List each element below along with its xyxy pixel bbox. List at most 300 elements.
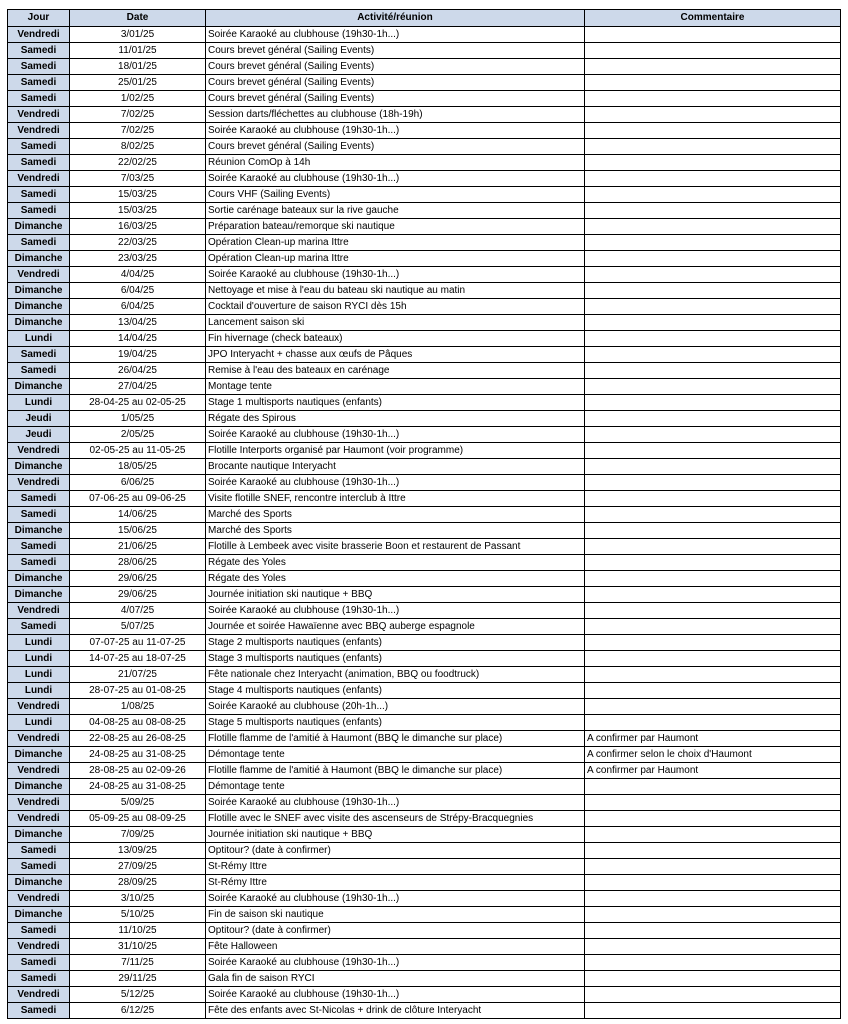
- date-cell[interactable]: 21/07/25: [70, 667, 206, 683]
- comment-cell[interactable]: [585, 155, 841, 171]
- comment-cell[interactable]: [585, 683, 841, 699]
- activity-cell[interactable]: Flotille Interports organisé par Haumont (voir programme): [206, 443, 585, 459]
- table-row: [8, 971, 841, 987]
- comment-cell[interactable]: [585, 235, 841, 251]
- activity-cell[interactable]: Optitour? (date à confirmer): [206, 843, 585, 859]
- date-cell[interactable]: 28/09/25: [70, 875, 206, 891]
- day-cell[interactable]: Dimanche: [8, 907, 70, 923]
- table-row: [8, 907, 841, 923]
- date-cell[interactable]: 1/02/25: [70, 91, 206, 107]
- date-cell[interactable]: 27/09/25: [70, 859, 206, 875]
- day-cell[interactable]: Samedi: [8, 59, 70, 75]
- date-cell[interactable]: 8/02/25: [70, 139, 206, 155]
- table-row: [8, 987, 841, 1003]
- table-row: [8, 395, 841, 411]
- date-cell[interactable]: 6/06/25: [70, 475, 206, 491]
- table-row: [8, 347, 841, 363]
- activity-cell[interactable]: Stage 2 multisports nautiques (enfants): [206, 635, 585, 651]
- day-cell[interactable]: Lundi: [8, 635, 70, 651]
- table-row: [8, 939, 841, 955]
- activity-cell[interactable]: Marché des Sports: [206, 507, 585, 523]
- activity-cell[interactable]: Soirée Karaoké au clubhouse (19h30-1h...): [206, 27, 585, 43]
- table-row: [8, 283, 841, 299]
- table-row: [8, 523, 841, 539]
- day-cell[interactable]: Vendredi: [8, 475, 70, 491]
- date-cell[interactable]: 7/09/25: [70, 827, 206, 843]
- day-cell[interactable]: Lundi: [8, 683, 70, 699]
- table-row: [8, 683, 841, 699]
- activity-cell[interactable]: Journée et soirée Hawaïenne avec BBQ auberge espagnole: [206, 619, 585, 635]
- day-cell[interactable]: Vendredi: [8, 891, 70, 907]
- comment-cell[interactable]: [585, 251, 841, 267]
- activity-cell[interactable]: Soirée Karaoké au clubhouse (19h30-1h...): [206, 603, 585, 619]
- day-cell[interactable]: Vendredi: [8, 811, 70, 827]
- day-cell[interactable]: Vendredi: [8, 763, 70, 779]
- comment-cell[interactable]: [585, 267, 841, 283]
- header-row: [8, 10, 841, 27]
- day-cell[interactable]: Vendredi: [8, 795, 70, 811]
- table-row: [8, 811, 841, 827]
- activity-cell[interactable]: JPO Interyacht + chasse aux œufs de Pâques: [206, 347, 585, 363]
- comment-cell[interactable]: [585, 651, 841, 667]
- table-row: [8, 203, 841, 219]
- activity-cell[interactable]: Soirée Karaoké au clubhouse (19h30-1h...): [206, 267, 585, 283]
- comment-cell[interactable]: [585, 43, 841, 59]
- date-cell[interactable]: 22-08-25 au 26-08-25: [70, 731, 206, 747]
- comment-cell[interactable]: [585, 347, 841, 363]
- day-cell[interactable]: Samedi: [8, 619, 70, 635]
- day-cell[interactable]: Samedi: [8, 923, 70, 939]
- day-cell[interactable]: Vendredi: [8, 171, 70, 187]
- comment-cell[interactable]: A confirmer par Haumont: [585, 731, 841, 747]
- activity-cell[interactable]: Fin de saison ski nautique: [206, 907, 585, 923]
- comment-cell[interactable]: [585, 139, 841, 155]
- table-row: [8, 779, 841, 795]
- activity-cell[interactable]: Brocante nautique Interyacht: [206, 459, 585, 475]
- day-cell[interactable]: Dimanche: [8, 747, 70, 763]
- day-cell[interactable]: Dimanche: [8, 219, 70, 235]
- comment-cell[interactable]: [585, 555, 841, 571]
- activity-cell[interactable]: Journée initiation ski nautique + BBQ: [206, 587, 585, 603]
- comment-cell[interactable]: [585, 219, 841, 235]
- table-row: [8, 27, 841, 43]
- date-cell[interactable]: 4/04/25: [70, 267, 206, 283]
- date-cell[interactable]: 13/09/25: [70, 843, 206, 859]
- day-cell[interactable]: Samedi: [8, 507, 70, 523]
- comment-cell[interactable]: [585, 59, 841, 75]
- activity-cell[interactable]: Soirée Karaoké au clubhouse (19h30-1h...): [206, 891, 585, 907]
- day-cell[interactable]: Vendredi: [8, 603, 70, 619]
- table-row: [8, 619, 841, 635]
- comment-cell[interactable]: [585, 475, 841, 491]
- activity-cell[interactable]: Cours brevet général (Sailing Events): [206, 59, 585, 75]
- table-row: [8, 411, 841, 427]
- table-row: [8, 107, 841, 123]
- day-cell[interactable]: Samedi: [8, 843, 70, 859]
- comment-cell[interactable]: [585, 571, 841, 587]
- activity-cell[interactable]: Montage tente: [206, 379, 585, 395]
- date-cell[interactable]: 14/04/25: [70, 331, 206, 347]
- date-cell[interactable]: 15/03/25: [70, 187, 206, 203]
- comment-cell[interactable]: [585, 459, 841, 475]
- table-row: [8, 443, 841, 459]
- table-row: [8, 955, 841, 971]
- activity-cell[interactable]: Cours brevet général (Sailing Events): [206, 75, 585, 91]
- day-cell[interactable]: Samedi: [8, 203, 70, 219]
- table-row: [8, 139, 841, 155]
- comment-cell[interactable]: [585, 619, 841, 635]
- comment-cell[interactable]: [585, 315, 841, 331]
- date-cell[interactable]: 04-08-25 au 08-08-25: [70, 715, 206, 731]
- table-body: [8, 27, 841, 1019]
- activity-cell[interactable]: Soirée Karaoké au clubhouse (19h30-1h...): [206, 475, 585, 491]
- activity-cell[interactable]: Soirée Karaoké au clubhouse (19h30-1h...): [206, 795, 585, 811]
- day-cell[interactable]: Samedi: [8, 539, 70, 555]
- date-cell[interactable]: 7/03/25: [70, 171, 206, 187]
- day-cell[interactable]: Samedi: [8, 955, 70, 971]
- activity-cell[interactable]: Cours brevet général (Sailing Events): [206, 43, 585, 59]
- table-row: [8, 187, 841, 203]
- date-cell[interactable]: 6/12/25: [70, 1003, 206, 1019]
- comment-cell[interactable]: [585, 187, 841, 203]
- table-row: [8, 43, 841, 59]
- comment-cell[interactable]: [585, 443, 841, 459]
- date-cell[interactable]: 05-09-25 au 08-09-25: [70, 811, 206, 827]
- activity-cell[interactable]: Cours brevet général (Sailing Events): [206, 91, 585, 107]
- comment-cell[interactable]: [585, 699, 841, 715]
- activity-cell[interactable]: Cours VHF (Sailing Events): [206, 187, 585, 203]
- date-cell[interactable]: 7/02/25: [70, 123, 206, 139]
- day-cell[interactable]: Samedi: [8, 155, 70, 171]
- comment-cell[interactable]: [585, 827, 841, 843]
- activity-cell[interactable]: Fête nationale chez Interyacht (animation, BBQ ou foodtruck): [206, 667, 585, 683]
- comment-cell[interactable]: [585, 331, 841, 347]
- table-row: [8, 123, 841, 139]
- date-cell[interactable]: 6/04/25: [70, 299, 206, 315]
- activity-cell[interactable]: Opération Clean-up marina Ittre: [206, 251, 585, 267]
- events-table: [7, 9, 841, 1019]
- activity-cell[interactable]: Stage 5 multisports nautiques (enfants): [206, 715, 585, 731]
- comment-cell[interactable]: A confirmer selon le choix d'Haumont: [585, 747, 841, 763]
- table-row: [8, 299, 841, 315]
- date-cell[interactable]: 07-07-25 au 11-07-25: [70, 635, 206, 651]
- activity-cell[interactable]: Démontage tente: [206, 779, 585, 795]
- activity-cell[interactable]: Flotille à Lembeek avec visite brasserie Boon et restaurent de Passant: [206, 539, 585, 555]
- comment-cell[interactable]: [585, 859, 841, 875]
- table-row: [8, 315, 841, 331]
- table-row: [8, 1003, 841, 1019]
- comment-cell[interactable]: [585, 411, 841, 427]
- day-cell[interactable]: Jeudi: [8, 427, 70, 443]
- table-row: [8, 715, 841, 731]
- table-row: [8, 843, 841, 859]
- comment-cell[interactable]: [585, 635, 841, 651]
- activity-cell[interactable]: Démontage tente: [206, 747, 585, 763]
- activity-cell[interactable]: Fin hivernage (check bateaux): [206, 331, 585, 347]
- activity-cell[interactable]: Soirée Karaoké au clubhouse (19h30-1h...): [206, 171, 585, 187]
- comment-cell[interactable]: [585, 283, 841, 299]
- day-cell[interactable]: Vendredi: [8, 443, 70, 459]
- activity-cell[interactable]: Préparation bateau/remorque ski nautique: [206, 219, 585, 235]
- day-cell[interactable]: Dimanche: [8, 779, 70, 795]
- activity-cell[interactable]: Nettoyage et mise à l'eau du bateau ski nautique au matin: [206, 283, 585, 299]
- date-cell[interactable]: 7/02/25: [70, 107, 206, 123]
- comment-cell[interactable]: [585, 507, 841, 523]
- day-cell[interactable]: Vendredi: [8, 699, 70, 715]
- date-cell[interactable]: 24-08-25 au 31-08-25: [70, 747, 206, 763]
- day-cell[interactable]: Vendredi: [8, 107, 70, 123]
- activity-cell[interactable]: Fête Halloween: [206, 939, 585, 955]
- date-cell[interactable]: 11/10/25: [70, 923, 206, 939]
- comment-cell[interactable]: [585, 123, 841, 139]
- date-cell[interactable]: 28-04-25 au 02-05-25: [70, 395, 206, 411]
- date-cell[interactable]: 13/04/25: [70, 315, 206, 331]
- activity-cell[interactable]: Régate des Yoles: [206, 571, 585, 587]
- day-cell[interactable]: Lundi: [8, 331, 70, 347]
- table-row: [8, 923, 841, 939]
- comment-cell[interactable]: [585, 875, 841, 891]
- date-cell[interactable]: 24-08-25 au 31-08-25: [70, 779, 206, 795]
- table-row: [8, 859, 841, 875]
- day-cell[interactable]: Samedi: [8, 363, 70, 379]
- day-cell[interactable]: Dimanche: [8, 523, 70, 539]
- day-cell[interactable]: Samedi: [8, 75, 70, 91]
- comment-cell[interactable]: [585, 171, 841, 187]
- header-day[interactable]: Jour: [8, 10, 70, 27]
- activity-cell[interactable]: Réunion ComOp à 14h: [206, 155, 585, 171]
- table-row: [8, 891, 841, 907]
- day-cell[interactable]: Samedi: [8, 555, 70, 571]
- date-cell[interactable]: 07-06-25 au 09-06-25: [70, 491, 206, 507]
- activity-cell[interactable]: Sortie carénage bateaux sur la rive gauche: [206, 203, 585, 219]
- comment-cell[interactable]: [585, 491, 841, 507]
- activity-cell[interactable]: Soirée Karaoké au clubhouse (19h30-1h...): [206, 123, 585, 139]
- date-cell[interactable]: 25/01/25: [70, 75, 206, 91]
- day-cell[interactable]: Samedi: [8, 347, 70, 363]
- date-cell[interactable]: 18/01/25: [70, 59, 206, 75]
- table-row: [8, 459, 841, 475]
- date-cell[interactable]: 22/02/25: [70, 155, 206, 171]
- comment-cell[interactable]: A confirmer par Haumont: [585, 763, 841, 779]
- day-cell[interactable]: Lundi: [8, 395, 70, 411]
- date-cell[interactable]: 26/04/25: [70, 363, 206, 379]
- comment-cell[interactable]: [585, 75, 841, 91]
- day-cell[interactable]: Dimanche: [8, 315, 70, 331]
- comment-cell[interactable]: [585, 379, 841, 395]
- date-cell[interactable]: 18/05/25: [70, 459, 206, 475]
- activity-cell[interactable]: Opération Clean-up marina Ittre: [206, 235, 585, 251]
- activity-cell[interactable]: Session darts/fléchettes au clubhouse (18h-19h): [206, 107, 585, 123]
- activity-cell[interactable]: Gala fin de saison RYCI: [206, 971, 585, 987]
- comment-cell[interactable]: [585, 363, 841, 379]
- day-cell[interactable]: Dimanche: [8, 379, 70, 395]
- activity-cell[interactable]: Cours brevet général (Sailing Events): [206, 139, 585, 155]
- activity-cell[interactable]: Visite flotille SNEF, rencontre interclub à Ittre: [206, 491, 585, 507]
- activity-cell[interactable]: St-Rémy Ittre: [206, 859, 585, 875]
- date-cell[interactable]: 16/03/25: [70, 219, 206, 235]
- day-cell[interactable]: Vendredi: [8, 123, 70, 139]
- date-cell[interactable]: 11/01/25: [70, 43, 206, 59]
- day-cell[interactable]: Lundi: [8, 651, 70, 667]
- activity-cell[interactable]: Optitour? (date à confirmer): [206, 923, 585, 939]
- day-cell[interactable]: Dimanche: [8, 251, 70, 267]
- header-activity[interactable]: Activité/réunion: [206, 10, 585, 27]
- activity-cell[interactable]: Cocktail d'ouverture de saison RYCI dès 15h: [206, 299, 585, 315]
- comment-cell[interactable]: [585, 715, 841, 731]
- table-row: [8, 363, 841, 379]
- day-cell[interactable]: Lundi: [8, 667, 70, 683]
- activity-cell[interactable]: Flotille avec le SNEF avec visite des ascenseurs de Strépy-Bracquegnies: [206, 811, 585, 827]
- day-cell[interactable]: Vendredi: [8, 267, 70, 283]
- day-cell[interactable]: Dimanche: [8, 571, 70, 587]
- day-cell[interactable]: Samedi: [8, 491, 70, 507]
- day-cell[interactable]: Dimanche: [8, 299, 70, 315]
- date-cell[interactable]: 1/05/25: [70, 411, 206, 427]
- activity-cell[interactable]: Soirée Karaoké au clubhouse (20h-1h...): [206, 699, 585, 715]
- date-cell[interactable]: 14-07-25 au 18-07-25: [70, 651, 206, 667]
- comment-cell[interactable]: [585, 971, 841, 987]
- day-cell[interactable]: Dimanche: [8, 587, 70, 603]
- comment-cell[interactable]: [585, 299, 841, 315]
- activity-cell[interactable]: Stage 1 multisports nautiques (enfants): [206, 395, 585, 411]
- activity-cell[interactable]: Flotille flamme de l'amitié à Haumont (BBQ le dimanche sur place): [206, 731, 585, 747]
- header-comment[interactable]: Commentaire: [585, 10, 841, 27]
- comment-cell[interactable]: [585, 939, 841, 955]
- comment-cell[interactable]: [585, 395, 841, 411]
- comment-cell[interactable]: [585, 907, 841, 923]
- activity-cell[interactable]: Soirée Karaoké au clubhouse (19h30-1h...): [206, 427, 585, 443]
- activity-cell[interactable]: Journée initiation ski nautique + BBQ: [206, 827, 585, 843]
- table-row: [8, 427, 841, 443]
- date-cell[interactable]: 23/03/25: [70, 251, 206, 267]
- day-cell[interactable]: Vendredi: [8, 987, 70, 1003]
- date-cell[interactable]: 28/06/25: [70, 555, 206, 571]
- date-cell[interactable]: 3/10/25: [70, 891, 206, 907]
- date-cell[interactable]: 27/04/25: [70, 379, 206, 395]
- day-cell[interactable]: Samedi: [8, 91, 70, 107]
- comment-cell[interactable]: [585, 667, 841, 683]
- date-cell[interactable]: 28-07-25 au 01-08-25: [70, 683, 206, 699]
- table-row: [8, 555, 841, 571]
- activity-cell[interactable]: Lancement saison ski: [206, 315, 585, 331]
- table-row: [8, 571, 841, 587]
- date-cell[interactable]: 5/07/25: [70, 619, 206, 635]
- date-cell[interactable]: 4/07/25: [70, 603, 206, 619]
- date-cell[interactable]: 15/03/25: [70, 203, 206, 219]
- date-cell[interactable]: 15/06/25: [70, 523, 206, 539]
- day-cell[interactable]: Samedi: [8, 859, 70, 875]
- date-cell[interactable]: 29/06/25: [70, 571, 206, 587]
- table-row: [8, 75, 841, 91]
- activity-cell[interactable]: Stage 4 multisports nautiques (enfants): [206, 683, 585, 699]
- activity-cell[interactable]: Remise à l'eau des bateaux en carénage: [206, 363, 585, 379]
- day-cell[interactable]: Jeudi: [8, 411, 70, 427]
- comment-cell[interactable]: [585, 1003, 841, 1019]
- comment-cell[interactable]: [585, 987, 841, 1003]
- day-cell[interactable]: Dimanche: [8, 875, 70, 891]
- activity-cell[interactable]: Marché des Sports: [206, 523, 585, 539]
- table-row: [8, 331, 841, 347]
- day-cell[interactable]: Vendredi: [8, 939, 70, 955]
- day-cell[interactable]: Dimanche: [8, 827, 70, 843]
- date-cell[interactable]: 29/11/25: [70, 971, 206, 987]
- activity-cell[interactable]: St-Rémy Ittre: [206, 875, 585, 891]
- comment-cell[interactable]: [585, 779, 841, 795]
- date-cell[interactable]: 3/01/25: [70, 27, 206, 43]
- comment-cell[interactable]: [585, 955, 841, 971]
- date-cell[interactable]: 14/06/25: [70, 507, 206, 523]
- table-row: [8, 763, 841, 779]
- date-cell[interactable]: 19/04/25: [70, 347, 206, 363]
- comment-cell[interactable]: [585, 27, 841, 43]
- day-cell[interactable]: Samedi: [8, 235, 70, 251]
- activity-cell[interactable]: Soirée Karaoké au clubhouse (19h30-1h...): [206, 987, 585, 1003]
- comment-cell[interactable]: [585, 427, 841, 443]
- date-cell[interactable]: 5/09/25: [70, 795, 206, 811]
- date-cell[interactable]: 31/10/25: [70, 939, 206, 955]
- date-cell[interactable]: 1/08/25: [70, 699, 206, 715]
- comment-cell[interactable]: [585, 603, 841, 619]
- day-cell[interactable]: Samedi: [8, 139, 70, 155]
- date-cell[interactable]: 5/12/25: [70, 987, 206, 1003]
- day-cell[interactable]: Samedi: [8, 187, 70, 203]
- activity-cell[interactable]: Soirée Karaoké au clubhouse (19h30-1h...): [206, 955, 585, 971]
- date-cell[interactable]: 02-05-25 au 11-05-25: [70, 443, 206, 459]
- day-cell[interactable]: Samedi: [8, 1003, 70, 1019]
- activity-cell[interactable]: Flotille flamme de l'amitié à Haumont (BBQ le dimanche sur place): [206, 763, 585, 779]
- day-cell[interactable]: Samedi: [8, 971, 70, 987]
- date-cell[interactable]: 7/11/25: [70, 955, 206, 971]
- date-cell[interactable]: 29/06/25: [70, 587, 206, 603]
- date-cell[interactable]: 5/10/25: [70, 907, 206, 923]
- comment-cell[interactable]: [585, 203, 841, 219]
- comment-cell[interactable]: [585, 843, 841, 859]
- table-row: [8, 827, 841, 843]
- table-row: [8, 171, 841, 187]
- table-row: [8, 235, 841, 251]
- activity-cell[interactable]: Stage 3 multisports nautiques (enfants): [206, 651, 585, 667]
- day-cell[interactable]: Samedi: [8, 43, 70, 59]
- date-cell[interactable]: 2/05/25: [70, 427, 206, 443]
- comment-cell[interactable]: [585, 795, 841, 811]
- date-cell[interactable]: 28-08-25 au 02-09-26: [70, 763, 206, 779]
- comment-cell[interactable]: [585, 539, 841, 555]
- activity-cell[interactable]: Régate des Yoles: [206, 555, 585, 571]
- table-row: [8, 91, 841, 107]
- header-date[interactable]: Date: [70, 10, 206, 27]
- comment-cell[interactable]: [585, 923, 841, 939]
- comment-cell[interactable]: [585, 107, 841, 123]
- comment-cell[interactable]: [585, 523, 841, 539]
- comment-cell[interactable]: [585, 811, 841, 827]
- comment-cell[interactable]: [585, 91, 841, 107]
- table-row: [8, 251, 841, 267]
- date-cell[interactable]: 6/04/25: [70, 283, 206, 299]
- activity-cell[interactable]: Fête des enfants avec St-Nicolas + drink de clôture Interyacht: [206, 1003, 585, 1019]
- day-cell[interactable]: Vendredi: [8, 27, 70, 43]
- date-cell[interactable]: 21/06/25: [70, 539, 206, 555]
- day-cell[interactable]: Dimanche: [8, 459, 70, 475]
- table-row: [8, 667, 841, 683]
- day-cell[interactable]: Vendredi: [8, 731, 70, 747]
- comment-cell[interactable]: [585, 587, 841, 603]
- day-cell[interactable]: Dimanche: [8, 283, 70, 299]
- day-cell[interactable]: Lundi: [8, 715, 70, 731]
- table-row: [8, 475, 841, 491]
- date-cell[interactable]: 22/03/25: [70, 235, 206, 251]
- activity-cell[interactable]: Régate des Spirous: [206, 411, 585, 427]
- comment-cell[interactable]: [585, 891, 841, 907]
